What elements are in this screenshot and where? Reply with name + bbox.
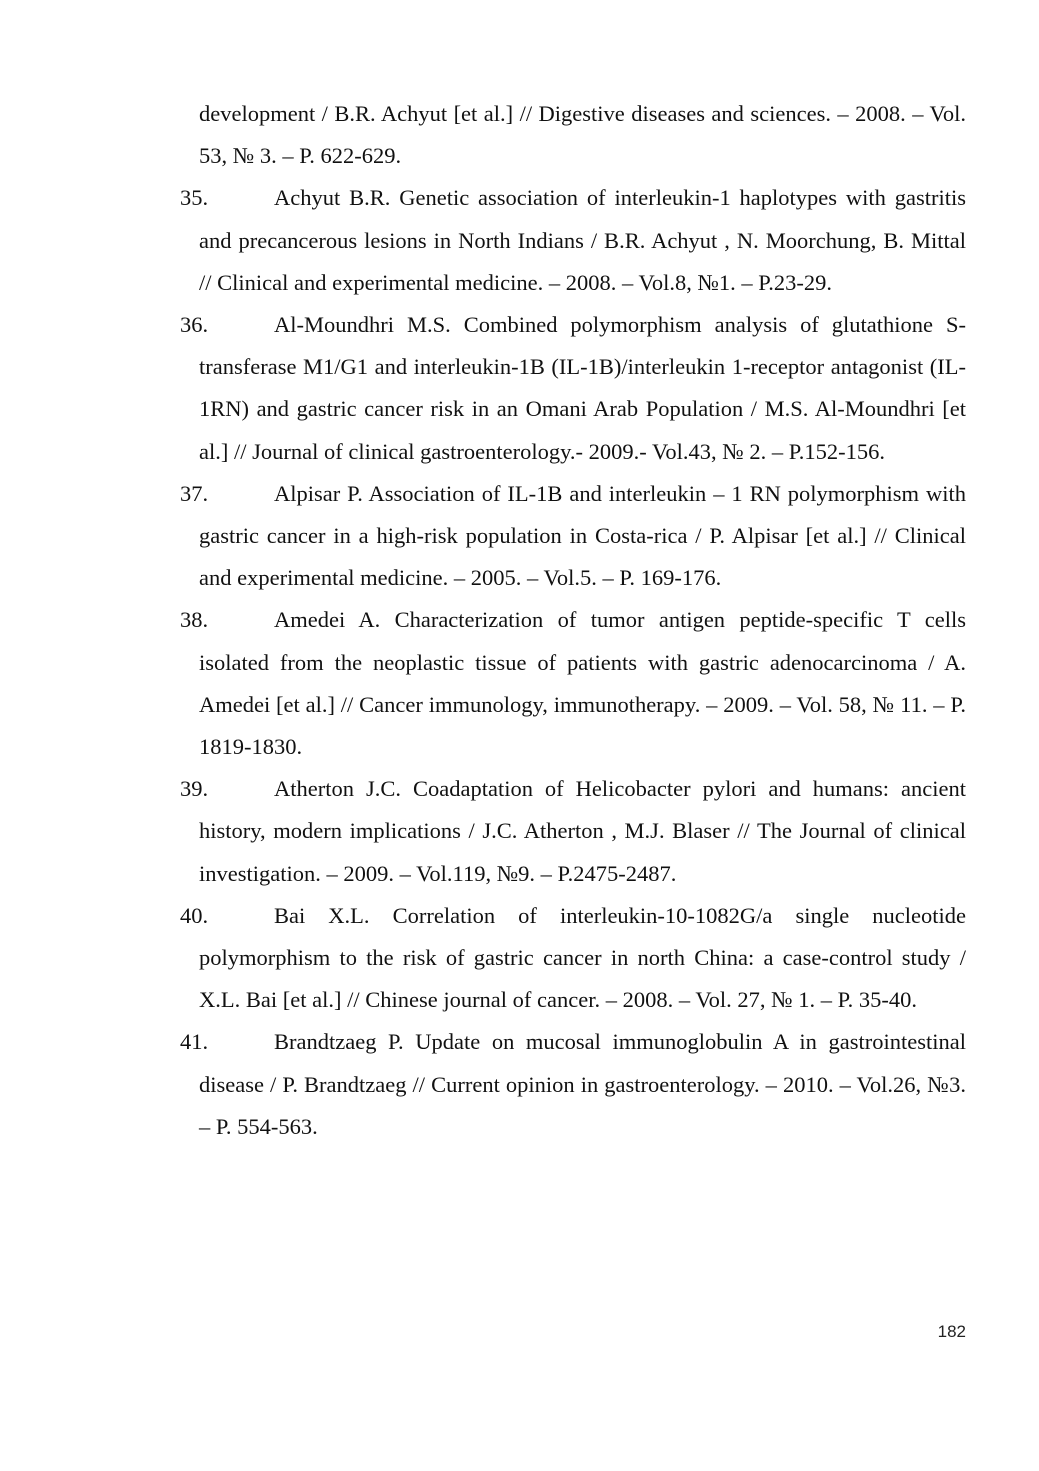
reference-item	[180, 599, 966, 768]
reference-number: 38.	[180, 607, 209, 633]
reference-item	[180, 768, 966, 895]
reference-list	[180, 93, 966, 1148]
reference-number: 41.	[180, 1029, 209, 1055]
reference-text: Alpisar P. Association of IL-1B and interleukin – 1 RN polymorphism with gastric cancer in a high-risk population in Costa-rica / P. Alpisar [et al.] // Clinical and experimental medicine. – 2005. – Vol.5. – P. 169-176.	[199, 480, 966, 591]
reference-number: 37.	[180, 480, 209, 506]
reference-text: Achyut B.R. Genetic association of interleukin-1 haplotypes with gastritis and precancerous lesions in North Indians / B.R. Achyut , N. Moorchung, B. Mittal // Clinical and experimental medicine. – 2008. – Vol.8, №1. – P.23-29.	[199, 185, 966, 295]
reference-continuation: development / B.R. Achyut [et al.] // Digestive diseases and sciences. – 2008. – Vol. 53, № 3. – P. 622-629.	[199, 101, 966, 169]
reference-number: 40.	[180, 902, 209, 928]
reference-text: Atherton J.C. Coadaptation of Helicobacter pylori and humans: ancient history, modern implications / J.C. Atherton , M.J. Blaser // The Journal of clinical investigation. – 2009. – Vol.119, №9. – P.2475-2487.	[199, 776, 966, 886]
reference-number: 39.	[180, 776, 209, 802]
reference-text: Amedei A. Characterization of tumor antigen peptide-specific T cells isolated from the neoplastic tissue of patients with gastric adenocarcinoma / A. Amedei [et al.] // Cancer immunology, immunotherapy. – 2009. – Vol. 58, № 11. – P. 1819-1830.	[199, 607, 966, 760]
reference-item	[180, 177, 966, 304]
reference-item	[180, 895, 966, 1022]
page-number: 182	[937, 1322, 966, 1341]
reference-number: 35.	[180, 185, 209, 211]
reference-text: Al-Moundhri M.S. Combined polymorphism analysis of glutathione S-transferase M1/G1 and interleukin-1B (IL-1B)/interleukin 1-receptor antagonist (IL-1RN) and gastric cancer risk in an Omani Arab Population / M.S. Al-Moundhri [et al.] // Journal of clinical gastroenterology.- 2009.- Vol.43, № 2. – P.152-156.	[199, 312, 966, 464]
reference-item	[180, 1021, 966, 1148]
reference-text: Bai X.L. Correlation of interleukin-10-1082G/a single nucleotide polymorphism to the risk of gastric cancer in north China: a case-control study / X.L. Bai [et al.] // Chinese journal of cancer. – 2008. – Vol. 27, № 1. – P. 35-40.	[199, 902, 966, 1013]
reference-number: 36.	[180, 312, 209, 338]
reference-item	[180, 473, 966, 600]
reference-item	[180, 304, 966, 473]
reference-text: Brandtzaeg P. Update on mucosal immunoglobulin A in gastrointestinal disease / P. Brandtzaeg // Current opinion in gastroenterology. – 2010. – Vol.26, №3. – P. 554-563.	[199, 1029, 966, 1139]
